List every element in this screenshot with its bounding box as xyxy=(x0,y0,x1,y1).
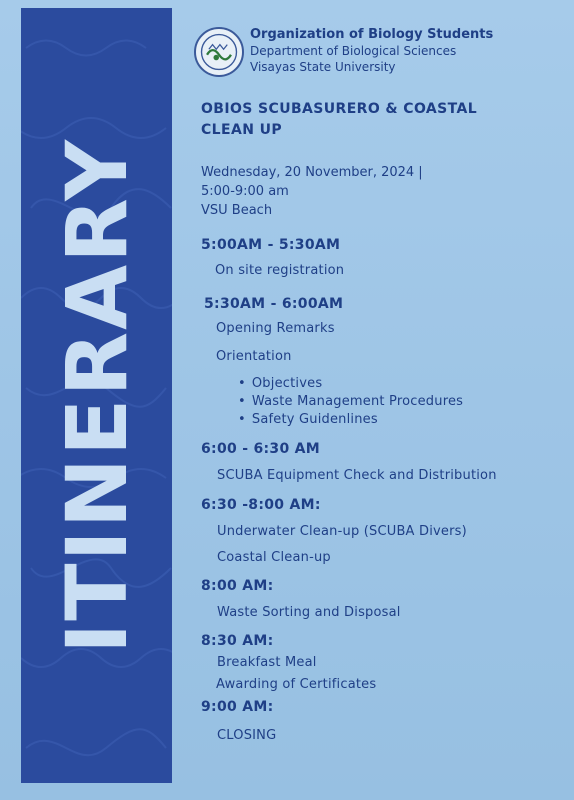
event-time: 5:00-9:00 am xyxy=(201,184,289,199)
organization-name: Organization of Biology Students xyxy=(250,27,494,42)
department-name: Department of Biological Sciences xyxy=(250,44,457,58)
university-name: Visayas State University xyxy=(250,60,396,74)
schedule-item: Underwater Clean-up (SCUBA Divers) xyxy=(217,524,467,539)
schedule-time: 6:30 -8:00 AM: xyxy=(201,497,321,513)
itinerary-vertical-title: ITINERARY xyxy=(47,137,146,654)
schedule-item: Awarding of Certificates xyxy=(216,677,377,692)
schedule-time: 9:00 AM: xyxy=(201,699,274,715)
orientation-bullet: • Waste Management Procedures xyxy=(238,393,463,411)
event-details xyxy=(201,163,531,220)
schedule-time: 5:00AM - 5:30AM xyxy=(201,237,341,253)
schedule-time: 8:30 AM: xyxy=(201,633,274,649)
schedule-item: CLOSING xyxy=(217,728,277,743)
schedule-item: Opening Remarks xyxy=(216,321,335,336)
schedule-time: 8:00 AM: xyxy=(201,578,274,594)
orientation-bullet: • Objectives xyxy=(238,375,322,393)
itinerary-side-banner xyxy=(21,8,172,783)
schedule-item: Coastal Clean-up xyxy=(217,550,331,565)
schedule-time: 6:00 - 6:30 AM xyxy=(201,441,321,457)
schedule-item: Breakfast Meal xyxy=(217,655,317,670)
schedule-item: Waste Sorting and Disposal xyxy=(217,605,401,620)
event-title: OBIOS SCUBASURERO & COASTAL CLEAN UP xyxy=(201,101,478,138)
schedule-item: Orientation xyxy=(216,349,292,364)
obios-logo-icon xyxy=(194,27,244,77)
schedule-item: On site registration xyxy=(215,263,345,278)
orientation-bullet: • Safety Guidenlines xyxy=(238,411,378,429)
organization-header xyxy=(250,26,560,75)
event-venue: VSU Beach xyxy=(201,203,273,218)
event-date: Wednesday, 20 November, 2024 | xyxy=(201,165,423,180)
schedule-item: SCUBA Equipment Check and Distribution xyxy=(217,468,497,483)
schedule-time: 5:30AM - 6:00AM xyxy=(204,296,344,312)
